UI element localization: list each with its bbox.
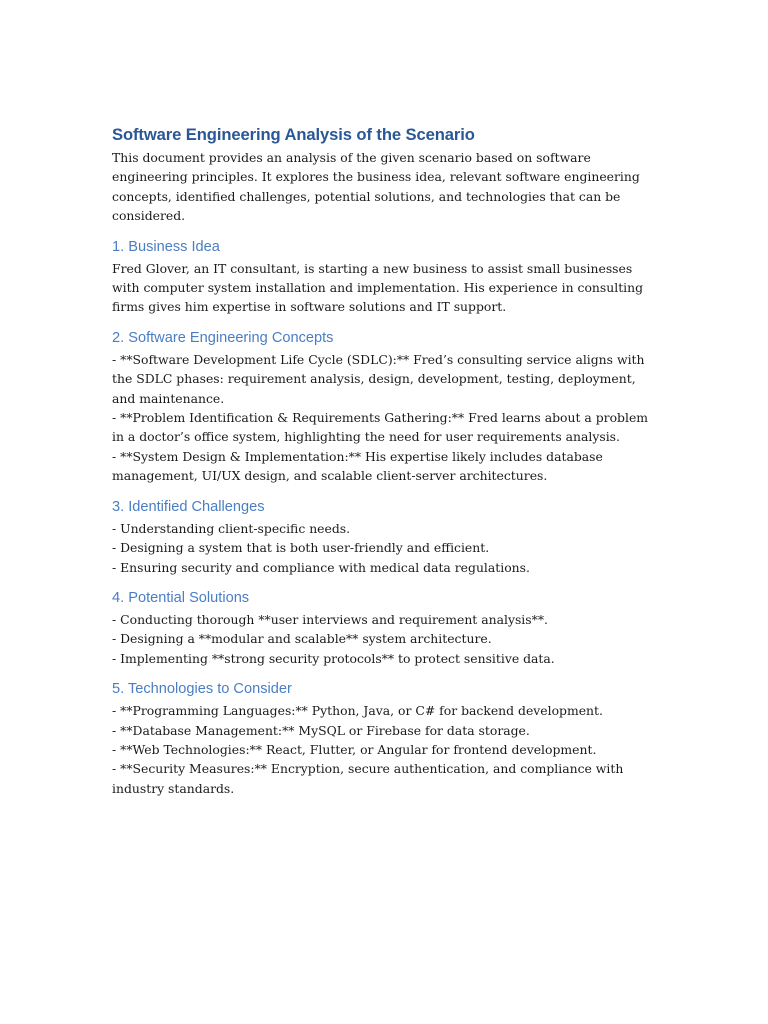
document-page [112,122,657,798]
list-item: - Ensuring security and compliance with medical data regulations. [112,559,530,575]
section-heading-challenges: 3. Identified Challenges [112,498,265,515]
section-heading-se-concepts: 2. Software Engineering Concepts [112,329,334,346]
section-heading-technologies: 5. Technologies to Consider [112,681,292,698]
list-item: - Understanding client-specific needs. [112,520,351,536]
list-item: - **Programming Languages:** Python, Java, or C# for backend development. [112,703,603,719]
section-heading-solutions: 4. Potential Solutions [112,589,250,606]
list-item: - **Database Management:** MySQL or Firebase for data storage. [112,722,530,738]
list-item: - Designing a **modular and scalable** system architecture. [112,631,492,647]
document-title: Software Engineering Analysis of the Scenario [112,125,475,144]
list-item: - Designing a system that is both user-friendly and efficient. [112,540,490,556]
list-item: - **Security Measures:** Encryption, secure authentication, and compliance with industry standards. [112,761,624,796]
list-item: - **Problem Identification & Requirements Gathering:** Fred learns about a problem in a doctor’s office system, highlighting the need for user requirements analysis. [112,410,649,445]
section-heading-business-idea: 1. Business Idea [112,238,220,255]
list-item: - **Web Technologies:** React, Flutter, or Angular for frontend development. [112,741,597,757]
list-item: - **System Design & Implementation:** His expertise likely includes database management, UI/UX design, and scalable client-server architectures. [112,448,603,484]
intro-paragraph: This document provides an analysis of the given scenario based on software engineering principles. It explores the business idea, relevant software engineering concepts, identified challenges, potential solutions, and technologies that can be considered. [112,150,640,224]
list-item: - Implementing **strong security protocols** to protect sensitive data. [112,650,555,666]
list-item: - Conducting thorough **user interviews and requirement analysis**. [112,611,548,627]
business-idea-paragraph: Fred Glover, an IT consultant, is starting a new business to assist small businesses with computer system installation and implementation. His experience in consulting firms gives him expertise in software solutions and IT support. [112,260,644,315]
list-item: - **Software Development Life Cycle (SDLC):** Fred’s consulting service aligns with the SDLC phases: requirement analysis, design, development, testing, deployment, and maintenance. [112,351,645,406]
